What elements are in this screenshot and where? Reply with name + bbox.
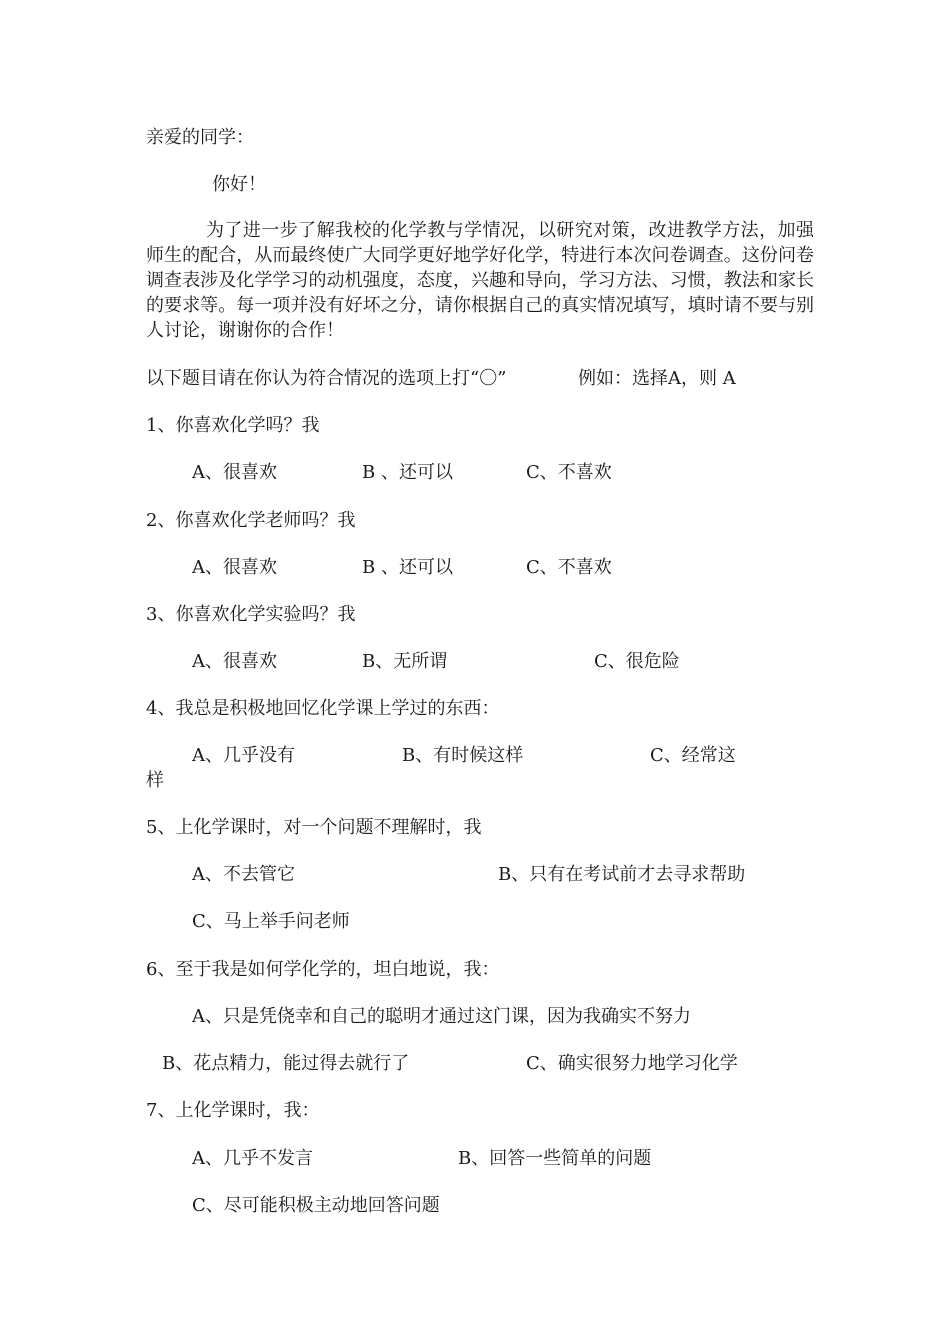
q7-option-b: B、回答一些简单的问题: [458, 1148, 652, 1169]
question-2: 2、你喜欢化学老师吗？我: [146, 510, 356, 531]
q7-option-a: A、几乎不发言: [192, 1148, 313, 1169]
question-5: 5、上化学课时，对一个问题不理解时，我: [146, 817, 482, 838]
instruction-text: 以下题目请在你认为符合情况的选项上打“〇”: [146, 368, 507, 389]
q5-option-b: B、只有在考试前才去寻求帮助: [498, 864, 746, 885]
q5-option-c: C、马上举手问老师: [192, 911, 350, 932]
q4-option-a: A、几乎没有: [192, 745, 295, 766]
question-1: 1、你喜欢化学吗？我: [146, 415, 320, 436]
q2-option-b: B 、还可以: [362, 557, 453, 578]
q1-option-b: B 、还可以: [362, 462, 453, 483]
q1-option-c: C、不喜欢: [526, 462, 612, 483]
q2-option-c: C、不喜欢: [526, 557, 612, 578]
q6-option-c: C、确实很努力地学习化学: [526, 1053, 738, 1074]
q2-option-a: A、很喜欢: [192, 557, 277, 578]
q7-option-c: C、尽可能积极主动地回答问题: [192, 1195, 440, 1216]
q1-option-a: A、很喜欢: [192, 462, 277, 483]
question-4: 4、我总是积极地回忆化学课上学过的东西：: [146, 698, 500, 719]
question-6: 6、至于我是如何学化学的，坦白地说，我：: [146, 959, 500, 980]
q6-option-a: A、只是凭侥幸和自己的聪明才通过这门课，因为我确实不努力: [192, 1006, 691, 1027]
q3-option-b: B、无所谓: [362, 651, 448, 672]
q5-option-a: A、不去管它: [192, 864, 295, 885]
question-7: 7、上化学课时，我：: [146, 1100, 320, 1121]
q3-option-a: A、很喜欢: [192, 651, 277, 672]
q6-option-b: B、花点精力，能过得去就行了: [162, 1053, 410, 1074]
question-3: 3、你喜欢化学实验吗？我: [146, 604, 356, 625]
salutation: 亲爱的同学：: [146, 127, 254, 148]
q3-option-c: C、很危险: [594, 651, 680, 672]
q4-option-c: C、经常这: [650, 745, 736, 766]
example-text: 例如：选择A，则 A: [578, 368, 736, 389]
greeting: 你好！: [212, 174, 266, 195]
q4-option-c-continued: 样: [146, 770, 164, 791]
intro-paragraph: 为了进一步了解我校的化学教与学情况，以研究对策，改进教学方法，加强师生的配合，从而最终使广大同学更好地学好化学，特进行本次问卷调查。这份问卷调查表涉及化学学习的动机强度，态度，兴趣和导向，学习方法、习惯，教法和家长的要求等。每一项并没有好坏之分，请你根据自己的真实情况填写，填时请不要与别人讨论，谢谢你的合作！: [146, 220, 814, 341]
q4-option-b: B、有时候这样: [402, 745, 524, 766]
